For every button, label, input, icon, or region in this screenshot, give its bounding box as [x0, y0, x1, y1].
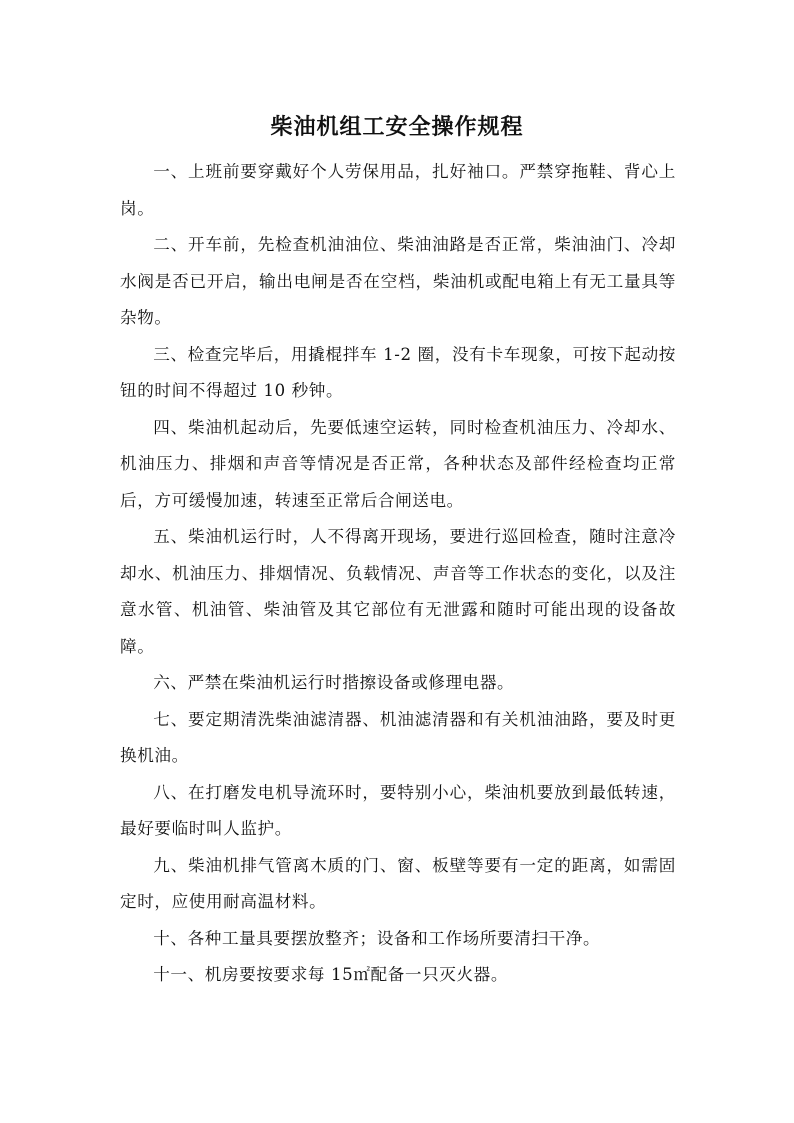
rule-paragraph-10: 十、各种工量具要摆放整齐；设备和工作场所要清扫干净。	[153, 928, 601, 948]
rule-paragraph-11: 十一、机房要按要求每 15㎡配备一只灭火器。	[153, 965, 509, 984]
rule-paragraph-2: 二、开车前，先检查机油油位、柴油油路是否正常，柴油油门、冷却水阀是否已开启，输出电闸是否在空档，柴油机或配电箱上有无工量具等杂物。	[120, 235, 676, 327]
rule-paragraph-4: 四、柴油机起动后，先要低速空运转，同时检查机油压力、冷却水、机油压力、排烟和声音等情况是否正常，各种状态及部件经检查均正常后，方可缓慢加速，转速至正常后合闸送电。	[120, 417, 676, 510]
rule-paragraph-8: 八、在打磨发电机导流环时，要特别小心，柴油机要放到最低转速，最好要临时叫人监护。	[120, 782, 676, 838]
rule-paragraph-5: 五、柴油机运行时，人不得离开现场，要进行巡回检查，随时注意冷却水、机油压力、排烟情况、负载情况、声音等工作状态的变化，以及注意水管、机油管、柴油管及其它部位有无泄露和随时可能出现的设备故障。	[120, 527, 676, 656]
rule-paragraph-9: 九、柴油机排气管离木质的门、窗、板壁等要有一定的距离，如需固定时，应使用耐高温材料。	[120, 855, 676, 911]
document-title: 柴油机组工安全操作规程	[270, 114, 524, 140]
rule-paragraph-1: 一、上班前要穿戴好个人劳保用品，扎好袖口。严禁穿拖鞋、背心上岗。	[120, 162, 676, 218]
rule-paragraph-7: 七、要定期清洗柴油滤清器、机油滤清器和有关机油油路，要及时更换机油。	[120, 709, 676, 765]
rule-paragraph-6: 六、严禁在柴油机运行时揩擦设备或修理电器。	[153, 673, 515, 692]
document-body	[120, 154, 676, 994]
rule-paragraph-3: 三、检查完毕后，用撬棍拌车 1-2 圈，没有卡车现象，可按下起动按钮的时间不得超过 10 秒钟。	[120, 344, 676, 400]
